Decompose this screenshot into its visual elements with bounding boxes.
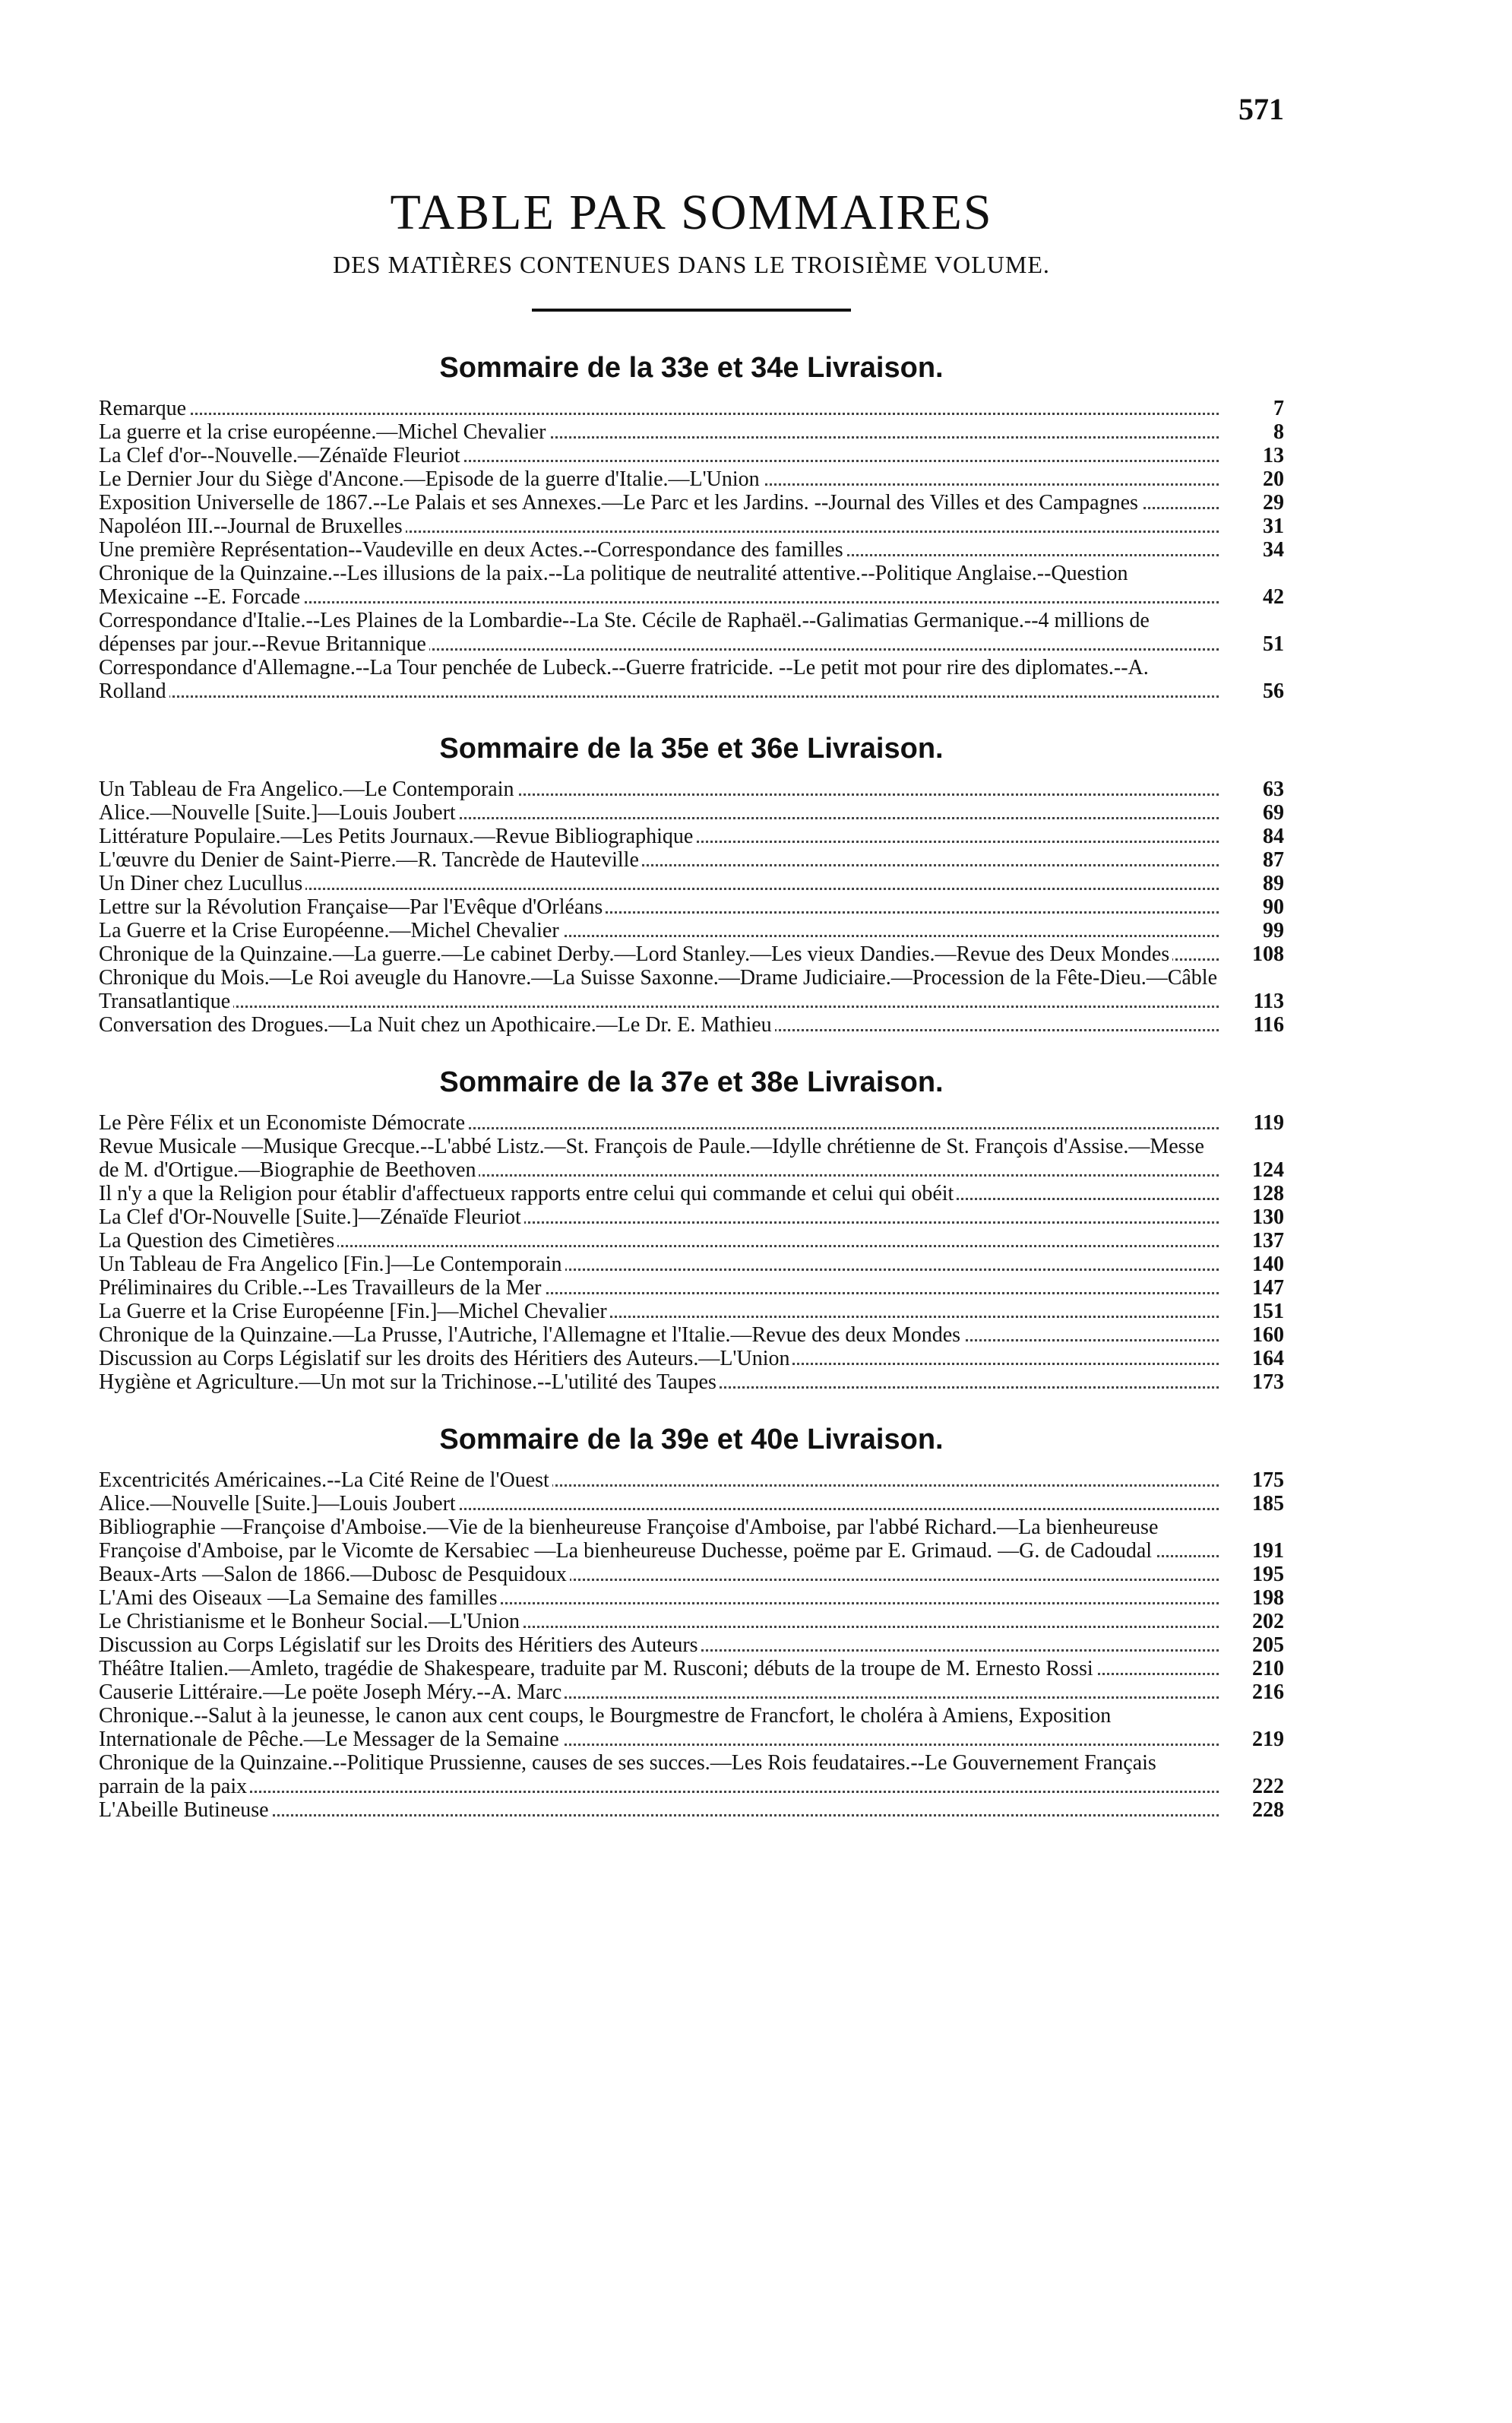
- toc-entry-title: Napoléon III.--Journal de Bruxelles: [99, 515, 406, 538]
- toc-entry-title-wrap: [99, 778, 1219, 801]
- toc-entry-page: 99: [1263, 919, 1284, 942]
- toc-entry-page: 108: [1252, 942, 1284, 966]
- toc-entry: [99, 1276, 1284, 1300]
- toc-entry-page: 195: [1252, 1563, 1284, 1586]
- toc-entry-title: Conversation des Drogues.—La Nuit chez un Apothicaire.—Le Dr. E. Mathieu: [99, 1013, 775, 1037]
- toc-entry-title: Causerie Littéraire.—Le poëte Joseph Méry.--A. Marc: [99, 1680, 565, 1704]
- toc-entry-title-wrap: [99, 562, 1219, 609]
- toc-entry-page: 130: [1252, 1205, 1284, 1229]
- toc-entry-title: La guerre et la crise européenne.—Michel Chevalier: [99, 420, 549, 444]
- section-heading: Sommaire de la 37e et 38e Livraison.: [439, 1066, 944, 1098]
- toc-entry-title-wrap: [99, 919, 1219, 942]
- toc-entry-title: Un Diner chez Lucullus: [99, 872, 305, 895]
- toc-entry-title: Alice.—Nouvelle [Suite.]—Louis Joubert: [99, 1492, 459, 1516]
- summary-section: [99, 1417, 1284, 1822]
- toc-entry-title: Un Tableau de Fra Angelico [Fin.]—Le Contemporain: [99, 1253, 565, 1276]
- toc-entry-page: 210: [1252, 1657, 1284, 1680]
- toc-entry-title: L'Abeille Butineuse: [99, 1798, 272, 1822]
- toc-entry-page: 219: [1252, 1728, 1284, 1751]
- toc-entry-title-wrap: [99, 1751, 1219, 1798]
- toc-entry-title-wrap: [99, 1516, 1219, 1563]
- toc-entry-page: 160: [1252, 1323, 1284, 1347]
- toc-entry-title: L'Ami des Oiseaux —La Semaine des familles: [99, 1586, 500, 1610]
- toc-entry-page: 128: [1252, 1182, 1284, 1205]
- toc-entry: [99, 420, 1284, 444]
- toc-entry-page: 31: [1263, 515, 1284, 538]
- section-heading: Sommaire de la 33e et 34e Livraison.: [439, 352, 944, 384]
- toc-entry-page: 63: [1263, 778, 1284, 801]
- toc-entry: [99, 1586, 1284, 1610]
- toc-entry-title-wrap: [99, 1205, 1219, 1229]
- toc-entry-page: 90: [1263, 895, 1284, 919]
- toc-entry-title-wrap: [99, 1798, 1219, 1822]
- toc-entry-page: 89: [1263, 872, 1284, 895]
- toc-entry-page: 56: [1263, 679, 1284, 703]
- toc-entry: [99, 1492, 1284, 1516]
- toc-entry-page: 69: [1263, 801, 1284, 825]
- toc-entry-title-wrap: [99, 420, 1219, 444]
- toc-entry-page: 8: [1273, 420, 1284, 444]
- toc-entry: [99, 1563, 1284, 1586]
- toc-entry-page: 20: [1263, 467, 1284, 491]
- toc-entry-title-wrap: [99, 848, 1219, 872]
- sections-container: [99, 345, 1284, 1822]
- toc-entry-title-wrap: [99, 872, 1219, 895]
- toc-entry-title-wrap: [99, 825, 1219, 848]
- toc-entry-title-wrap: [99, 515, 1219, 538]
- toc-entry: [99, 562, 1284, 609]
- summary-section: [99, 1059, 1284, 1394]
- toc-entry-title: La Guerre et la Crise Européenne.—Michel Chevalier: [99, 919, 562, 942]
- toc-entry-page: 164: [1252, 1347, 1284, 1370]
- toc-entry-title: Lettre sur la Révolution Française—Par l'Evêque d'Orléans: [99, 895, 606, 919]
- toc-entry-title-wrap: [99, 467, 1219, 491]
- toc-entry-title-wrap: [99, 656, 1219, 703]
- toc-entry-title-wrap: [99, 609, 1219, 656]
- toc-entry-title-wrap: [99, 895, 1219, 919]
- toc-entry: [99, 491, 1284, 515]
- toc-entry-title-wrap: [99, 397, 1219, 420]
- toc-entry-title-wrap: [99, 801, 1219, 825]
- toc-entry-title: Revue Musicale —Musique Grecque.--L'abbé Listz.—St. François de Paule.—Idylle chrétienne de St. François d'Assise.—Messe de M. d'Ortigue.—Biographie de Beethoven: [99, 1135, 1204, 1182]
- toc-entry-title: Chronique de la Quinzaine.—La guerre.—Le cabinet Derby.—Lord Stanley.—Les vieux Dandies.—Revue des Deux Mondes: [99, 942, 1172, 966]
- document-page: [99, 91, 1284, 1845]
- toc-entry-title: Correspondance d'Italie.--Les Plaines de la Lombardie--La Ste. Cécile de Raphaël.--Galimatias Germanique.--4 millions de dépenses par jour.--Revue Britannique: [99, 609, 1150, 656]
- toc-entry-page: 140: [1252, 1253, 1284, 1276]
- toc-entry: [99, 1300, 1284, 1323]
- toc-entry-title: Le Père Félix et un Economiste Démocrate: [99, 1111, 468, 1135]
- toc-entry-title-wrap: [99, 1229, 1219, 1253]
- toc-entry-page: 191: [1252, 1539, 1284, 1563]
- toc-entry-page: 13: [1263, 444, 1284, 467]
- toc-entry: [99, 966, 1284, 1013]
- toc-entry-title-wrap: [99, 1111, 1219, 1135]
- toc-entry-title-wrap: [99, 1657, 1219, 1680]
- toc-entry: [99, 656, 1284, 703]
- toc-entry-title-wrap: [99, 1468, 1219, 1492]
- toc-entry: [99, 1182, 1284, 1205]
- page-title: TABLE PAR SOMMAIRES: [390, 185, 993, 240]
- summary-section: [99, 726, 1284, 1037]
- toc-entry-title-wrap: [99, 1135, 1219, 1182]
- toc-entry-title-wrap: [99, 1563, 1219, 1586]
- toc-entry: [99, 1205, 1284, 1229]
- section-heading: Sommaire de la 35e et 36e Livraison.: [439, 733, 944, 765]
- toc-entry: [99, 872, 1284, 895]
- toc-entry: [99, 848, 1284, 872]
- toc-entry-page: 113: [1253, 990, 1284, 1013]
- toc-entry-page: 87: [1263, 848, 1284, 872]
- toc-entry-title: Le Dernier Jour du Siège d'Ancone.—Episode de la guerre d'Italie.—L'Union: [99, 467, 763, 491]
- toc-entry-title-wrap: [99, 1300, 1219, 1323]
- toc-entry: [99, 801, 1284, 825]
- toc-entry-page: 198: [1252, 1586, 1284, 1610]
- toc-entry: [99, 609, 1284, 656]
- toc-entry-title: Exposition Universelle de 1867.--Le Palais et ses Annexes.—Le Parc et les Jardins. --Journal des Villes et des Campagnes: [99, 491, 1141, 515]
- toc-entry-title: La Question des Cimetières: [99, 1229, 337, 1253]
- toc-entry-title: Correspondance d'Allemagne.--La Tour penchée de Lubeck.--Guerre fratricide. --Le petit mot pour rire des diplomates.--A. Rolland: [99, 656, 1149, 703]
- toc-entry-title: Remarque: [99, 397, 189, 420]
- toc-entry-title: La Clef d'Or-Nouvelle [Suite.]—Zénaïde Fleuriot: [99, 1205, 524, 1229]
- toc-entry: [99, 1751, 1284, 1798]
- toc-entry-title-wrap: [99, 1633, 1219, 1657]
- toc-entry-page: 216: [1252, 1680, 1284, 1704]
- toc-entry-title: Discussion au Corps Législatif sur les Droits des Héritiers des Auteurs: [99, 1633, 701, 1657]
- toc-entry-title-wrap: [99, 1704, 1219, 1751]
- toc-entry-title: Littérature Populaire.—Les Petits Journaux.—Revue Bibliographique: [99, 825, 696, 848]
- toc-entry-title: Alice.—Nouvelle [Suite.]—Louis Joubert: [99, 801, 459, 825]
- toc-entry-page: 175: [1252, 1468, 1284, 1492]
- toc-entry: [99, 1680, 1284, 1704]
- toc-entry-title: Chronique de la Quinzaine.—La Prusse, l'Autriche, l'Allemagne et l'Italie.—Revue des deux Mondes: [99, 1323, 963, 1347]
- toc-entry-title: Hygiène et Agriculture.—Un mot sur la Trichinose.--L'utilité des Taupes: [99, 1370, 720, 1394]
- toc-entry-title-wrap: [99, 1276, 1219, 1300]
- toc-entry: [99, 1704, 1284, 1751]
- toc-entry-title: Un Tableau de Fra Angelico.—Le Contemporain: [99, 778, 517, 801]
- toc-entry-page: 137: [1252, 1229, 1284, 1253]
- toc-entry-title: La Guerre et la Crise Européenne [Fin.]—Michel Chevalier: [99, 1300, 610, 1323]
- toc-entry-title-wrap: [99, 1370, 1219, 1394]
- toc-entry: [99, 444, 1284, 467]
- toc-entry-title-wrap: [99, 1013, 1219, 1037]
- toc-entry-page: 173: [1252, 1370, 1284, 1394]
- toc-entry-title: La Clef d'or--Nouvelle.—Zénaïde Fleuriot: [99, 444, 463, 467]
- toc-entry-page: 202: [1252, 1610, 1284, 1633]
- toc-entry: [99, 1253, 1284, 1276]
- summary-section: [99, 345, 1284, 703]
- toc-entry: [99, 1323, 1284, 1347]
- toc-entry: [99, 1370, 1284, 1394]
- toc-entry-title: Excentricités Américaines.--La Cité Reine de l'Ouest: [99, 1468, 552, 1492]
- toc-entry-page: 119: [1253, 1111, 1284, 1135]
- toc-entry: [99, 825, 1284, 848]
- page-subtitle: DES MATIÈRES CONTENUES DANS LE TROISIÈME VOLUME.: [333, 251, 1050, 278]
- toc-entry-title: Théâtre Italien.—Amleto, tragédie de Shakespeare, traduite par M. Rusconi; débuts de la troupe de M. Ernesto Rossi: [99, 1657, 1096, 1680]
- toc-entry-title-wrap: [99, 1680, 1219, 1704]
- toc-entry-page: 84: [1263, 825, 1284, 848]
- toc-entry-title-wrap: [99, 1610, 1219, 1633]
- toc-entry-title-wrap: [99, 444, 1219, 467]
- toc-entry-page: 34: [1263, 538, 1284, 562]
- toc-entry-title: Il n'y a que la Religion pour établir d'affectueux rapports entre celui qui commande et celui qui obéit: [99, 1182, 957, 1205]
- toc-entry-title-wrap: [99, 1182, 1219, 1205]
- toc-entry-title-wrap: [99, 942, 1219, 966]
- toc-entry-page: 222: [1252, 1775, 1284, 1798]
- toc-entry-title-wrap: [99, 1586, 1219, 1610]
- toc-entry: [99, 467, 1284, 491]
- toc-entry: [99, 1657, 1284, 1680]
- toc-entry-title: Chronique.--Salut à la jeunesse, le canon aux cent coups, le Bourgmestre de Francfort, le choléra à Amiens, Exposition Internationale de Pêche.—Le Messager de la Semaine: [99, 1704, 1112, 1751]
- title-divider: [532, 309, 851, 312]
- toc-entry-page: 7: [1273, 397, 1284, 420]
- toc-entry-title-wrap: [99, 966, 1219, 1013]
- toc-entry-page: 205: [1252, 1633, 1284, 1657]
- toc-entry-page: 147: [1252, 1276, 1284, 1300]
- toc-entry-title: Préliminaires du Crible.--Les Travailleurs de la Mer: [99, 1276, 544, 1300]
- toc-entry-title: Une première Représentation--Vaudeville en deux Actes.--Correspondance des familles: [99, 538, 846, 562]
- toc-entry-page: 116: [1253, 1013, 1284, 1037]
- toc-entry: [99, 895, 1284, 919]
- toc-entry: [99, 1229, 1284, 1253]
- toc-entry-title-wrap: [99, 1253, 1219, 1276]
- toc-entry-title: L'œuvre du Denier de Saint-Pierre.—R. Tancrède de Hauteville: [99, 848, 642, 872]
- toc-entry-page: 151: [1252, 1300, 1284, 1323]
- toc-entry-title-wrap: [99, 1347, 1219, 1370]
- toc-entry-title: Le Christianisme et le Bonheur Social.—L'Union: [99, 1610, 523, 1633]
- toc-entry-page: 29: [1263, 491, 1284, 515]
- toc-entry: [99, 1798, 1284, 1822]
- toc-entry: [99, 919, 1284, 942]
- toc-entry-title-wrap: [99, 1323, 1219, 1347]
- toc-entry: [99, 778, 1284, 801]
- toc-entry: [99, 1347, 1284, 1370]
- toc-entry-page: 51: [1263, 632, 1284, 656]
- toc-entry-title-wrap: [99, 491, 1219, 515]
- toc-entry: [99, 1633, 1284, 1657]
- toc-entry: [99, 1135, 1284, 1182]
- toc-entry: [99, 1468, 1284, 1492]
- toc-entry-title-wrap: [99, 538, 1219, 562]
- toc-entry: [99, 538, 1284, 562]
- toc-entry-page: 124: [1252, 1158, 1284, 1182]
- toc-entry-title: Chronique de la Quinzaine.--Politique Prussienne, causes de ses succes.—Les Rois feudataires.--Le Gouvernement Français parrain de la paix: [99, 1751, 1156, 1798]
- toc-entry-title: Chronique de la Quinzaine.--Les illusions de la paix.--La politique de neutralité attentive.--Politique Anglaise.--Question Mexicaine --E. Forcade: [99, 562, 1128, 609]
- toc-entry-title: Beaux-Arts —Salon de 1866.—Dubosc de Pesquidoux: [99, 1563, 570, 1586]
- toc-entry: [99, 1610, 1284, 1633]
- toc-entry-title: Discussion au Corps Législatif sur les droits des Héritiers des Auteurs.—L'Union: [99, 1347, 792, 1370]
- toc-entry-page: 228: [1252, 1798, 1284, 1822]
- section-heading: Sommaire de la 39e et 40e Livraison.: [439, 1424, 944, 1455]
- toc-entry: [99, 1111, 1284, 1135]
- toc-entry: [99, 1013, 1284, 1037]
- toc-entry-title: Chronique du Mois.—Le Roi aveugle du Hanovre.—La Suisse Saxonne.—Drame Judiciaire.—Procession de la Fête-Dieu.—Câble Transatlantique: [99, 966, 1218, 1013]
- toc-entry: [99, 397, 1284, 420]
- toc-entry-title: Bibliographie —Françoise d'Amboise.—Vie de la bienheureuse Françoise d'Amboise, par l'abbé Richard.—La bienheureuse Françoise d'Amboise, par le Vicomte de Kersabiec —La bienheureuse Duchesse, poëme par E. Grimaud. —G. de Cadoudal: [99, 1516, 1159, 1563]
- toc-entry: [99, 1516, 1284, 1563]
- toc-entry-page: 42: [1263, 585, 1284, 609]
- toc-entry-page: 185: [1252, 1492, 1284, 1516]
- page-number: 571: [1238, 92, 1284, 126]
- toc-entry-title-wrap: [99, 1492, 1219, 1516]
- toc-entry: [99, 942, 1284, 966]
- toc-entry: [99, 515, 1284, 538]
